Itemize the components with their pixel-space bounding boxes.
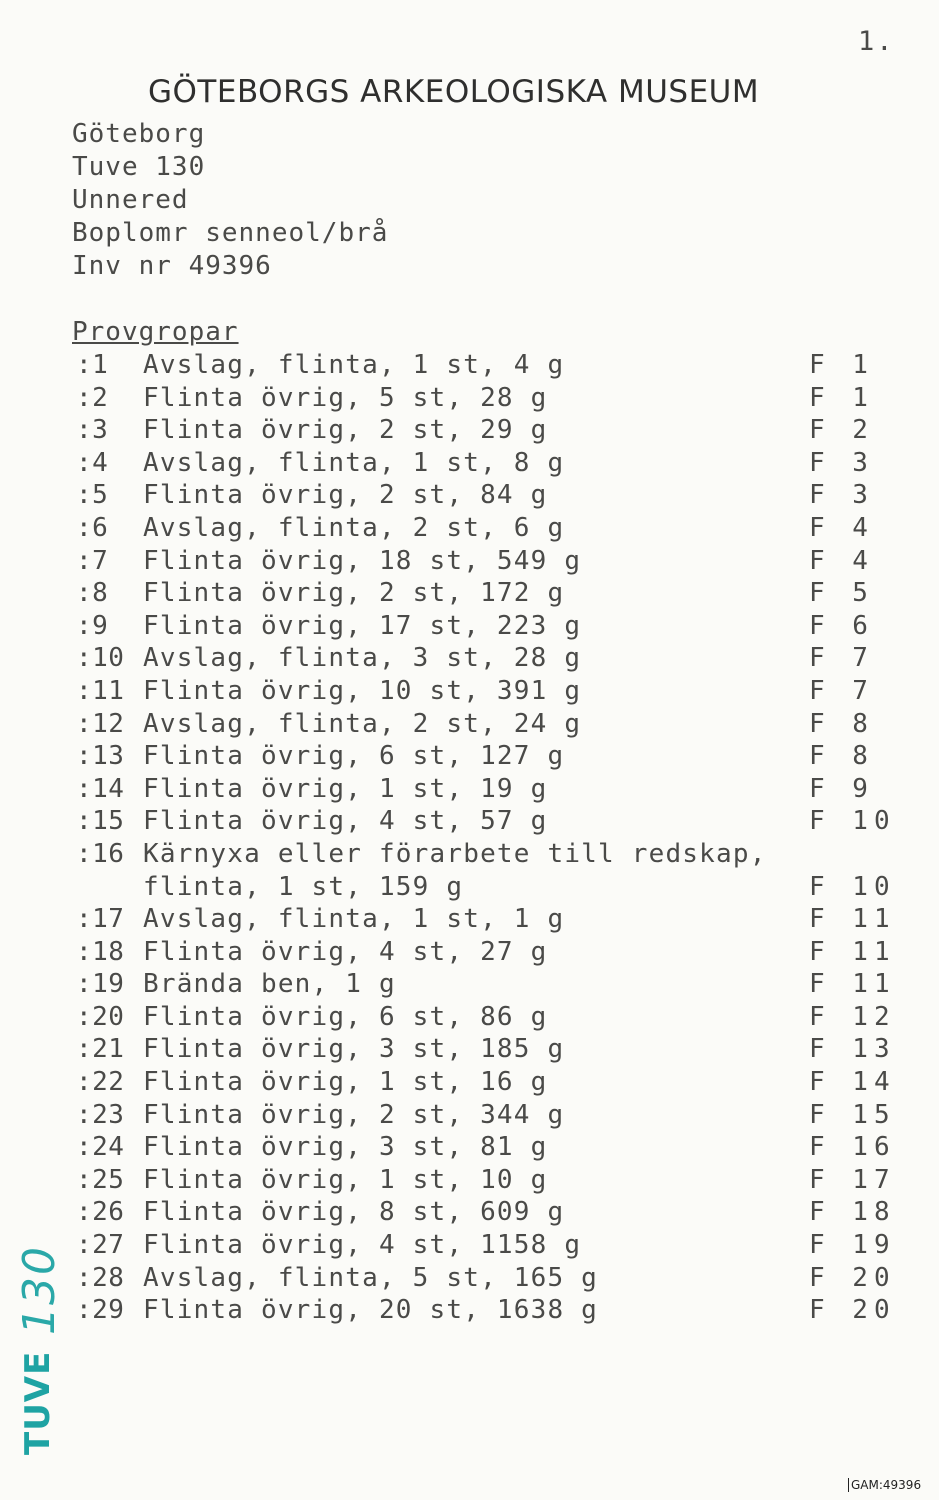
find-number: :14	[76, 773, 125, 804]
find-row	[72, 577, 902, 610]
find-description: Flinta övrig, 2 st, 172 g	[143, 578, 565, 609]
find-number: :18	[76, 936, 125, 967]
find-row	[72, 447, 902, 480]
find-code: F 20	[809, 1262, 896, 1293]
find-number: :27	[76, 1230, 125, 1261]
find-code: F 3	[809, 480, 874, 511]
find-number: :24	[76, 1132, 125, 1163]
find-description: Flinta övrig, 1 st, 19 g	[143, 773, 548, 804]
find-description: Avslag, flinta, 1 st, 4 g	[143, 350, 565, 380]
find-row	[72, 903, 902, 936]
archive-id: GAM:49396	[848, 1478, 921, 1492]
find-number: :29	[76, 1295, 125, 1326]
find-code: F 16	[809, 1132, 896, 1163]
find-description: Flinta övrig, 17 st, 223 g	[143, 610, 582, 641]
find-number: :8	[76, 578, 109, 609]
find-description: Flinta övrig, 3 st, 185 g	[143, 1034, 565, 1065]
find-row	[72, 773, 902, 806]
find-row	[72, 545, 902, 578]
find-row	[72, 1033, 902, 1066]
find-number: :9	[76, 610, 109, 641]
info-place: Unnered	[72, 185, 189, 215]
find-number: :11	[76, 675, 125, 706]
find-row	[72, 1131, 902, 1164]
find-code: F 10	[809, 871, 896, 902]
find-number: :22	[76, 1067, 125, 1098]
find-code: F 15	[809, 1099, 896, 1130]
find-number: :12	[76, 708, 125, 739]
find-row	[72, 642, 902, 675]
find-row	[72, 414, 902, 447]
find-code: F 4	[809, 512, 874, 543]
find-row	[72, 610, 902, 643]
find-number: :28	[76, 1262, 125, 1293]
find-description: Flinta övrig, 8 st, 609 g	[143, 1197, 565, 1228]
find-description: Flinta övrig, 1 st, 10 g	[143, 1164, 548, 1195]
finds-list	[72, 349, 902, 1327]
find-row	[72, 968, 902, 1001]
museum-header: GÖTEBORGS ARKEOLOGISKA MUSEUM	[148, 74, 760, 110]
find-code: F 11	[809, 969, 896, 1000]
find-description: Flinta övrig, 5 st, 28 g	[143, 382, 548, 413]
find-description: Flinta övrig, 2 st, 29 g	[143, 415, 548, 446]
find-row	[72, 708, 902, 741]
find-description: Brända ben, 1 g	[143, 969, 396, 1000]
find-description: Flinta övrig, 3 st, 81 g	[143, 1132, 548, 1163]
find-row	[72, 740, 902, 773]
find-code: F 17	[809, 1164, 896, 1195]
tuve-stamp: TUVE	[18, 1350, 58, 1455]
find-code: F 11	[809, 904, 896, 935]
find-row	[72, 382, 902, 415]
find-code: F 19	[809, 1230, 896, 1261]
find-row	[72, 1262, 902, 1295]
find-row	[72, 1196, 902, 1229]
find-code: F 3	[809, 447, 874, 478]
find-description: Kärnyxa eller förarbete till redskap,	[143, 838, 767, 869]
find-description: Flinta övrig, 1 st, 16 g	[143, 1067, 548, 1098]
find-code: F 20	[809, 1295, 896, 1326]
find-description: Flinta övrig, 4 st, 1158 g	[143, 1230, 582, 1261]
find-number: :2	[76, 382, 109, 413]
find-description: Flinta övrig, 6 st, 127 g	[143, 741, 565, 772]
find-row	[72, 1066, 902, 1099]
find-number: :5	[76, 480, 109, 511]
find-description: flinta, 1 st, 159 g	[143, 871, 464, 902]
find-number: :7	[76, 545, 109, 576]
find-description: Flinta övrig, 4 st, 57 g	[143, 806, 548, 837]
find-code: F 11	[809, 936, 896, 967]
info-city: Göteborg	[72, 119, 206, 149]
find-description: Avslag, flinta, 5 st, 165 g	[143, 1262, 599, 1293]
find-row	[72, 1099, 902, 1132]
find-row	[72, 349, 902, 382]
find-description: Flinta övrig, 20 st, 1638 g	[143, 1295, 599, 1326]
find-row	[72, 675, 902, 708]
find-number: :3	[76, 415, 109, 446]
find-row	[72, 1164, 902, 1197]
find-code: F 8	[809, 741, 874, 772]
find-row	[72, 838, 902, 871]
find-number: :6	[76, 512, 109, 543]
find-number: :17	[76, 904, 125, 935]
find-number: :19	[76, 969, 125, 1000]
find-description: Avslag, flinta, 2 st, 24 g	[143, 708, 582, 739]
find-description: Flinta övrig, 18 st, 549 g	[143, 545, 582, 576]
find-number: :4	[76, 447, 109, 478]
find-number: :21	[76, 1034, 125, 1065]
find-number: :10	[76, 643, 125, 674]
find-description: Avslag, flinta, 3 st, 28 g	[143, 643, 582, 674]
find-number: :15	[76, 806, 125, 837]
find-row	[72, 805, 902, 838]
find-code: F 13	[809, 1034, 896, 1065]
find-code: F 8	[809, 708, 874, 739]
find-code: F 7	[809, 675, 874, 706]
find-number: :25	[76, 1164, 125, 1195]
find-description: Flinta övrig, 2 st, 84 g	[143, 480, 548, 511]
find-row	[72, 1294, 902, 1327]
find-row	[72, 1001, 902, 1034]
handwritten-number: 130	[14, 1245, 65, 1335]
find-code: F 1	[809, 350, 874, 380]
find-description: Flinta övrig, 10 st, 391 g	[143, 675, 582, 706]
find-number: :26	[76, 1197, 125, 1228]
page-number: 1.	[858, 26, 895, 57]
find-code: F 4	[809, 545, 874, 576]
find-code: F 1	[809, 382, 874, 413]
card-info	[72, 118, 388, 283]
find-number: :16	[76, 838, 125, 869]
find-description: Flinta övrig, 6 st, 86 g	[143, 1001, 548, 1032]
find-row	[72, 936, 902, 969]
find-code: F 6	[809, 610, 874, 641]
find-code: F 5	[809, 578, 874, 609]
find-row	[72, 479, 902, 512]
find-description: Avslag, flinta, 2 st, 6 g	[143, 512, 565, 543]
find-description: Flinta övrig, 2 st, 344 g	[143, 1099, 565, 1130]
info-parish: Tuve 130	[72, 152, 206, 182]
find-code: F 2	[809, 415, 874, 446]
find-number: :23	[76, 1099, 125, 1130]
find-description: Flinta övrig, 4 st, 27 g	[143, 936, 548, 967]
find-code: F 12	[809, 1001, 896, 1032]
find-code: F 14	[809, 1067, 896, 1098]
find-row	[72, 1229, 902, 1262]
find-number: :1	[76, 350, 109, 380]
find-code: F 9	[809, 773, 874, 804]
find-description: Avslag, flinta, 1 st, 8 g	[143, 447, 565, 478]
find-row	[72, 871, 902, 904]
info-inventory-number: Inv nr 49396	[72, 251, 272, 281]
section-title: Provgropar	[72, 317, 239, 347]
find-code: F 18	[809, 1197, 896, 1228]
find-row	[72, 512, 902, 545]
find-code: F 10	[809, 806, 896, 837]
find-description: Avslag, flinta, 1 st, 1 g	[143, 904, 565, 935]
find-number: :13	[76, 741, 125, 772]
find-code: F 7	[809, 643, 874, 674]
info-site-type: Boplomr senneol/brå	[72, 218, 389, 248]
find-number: :20	[76, 1001, 125, 1032]
